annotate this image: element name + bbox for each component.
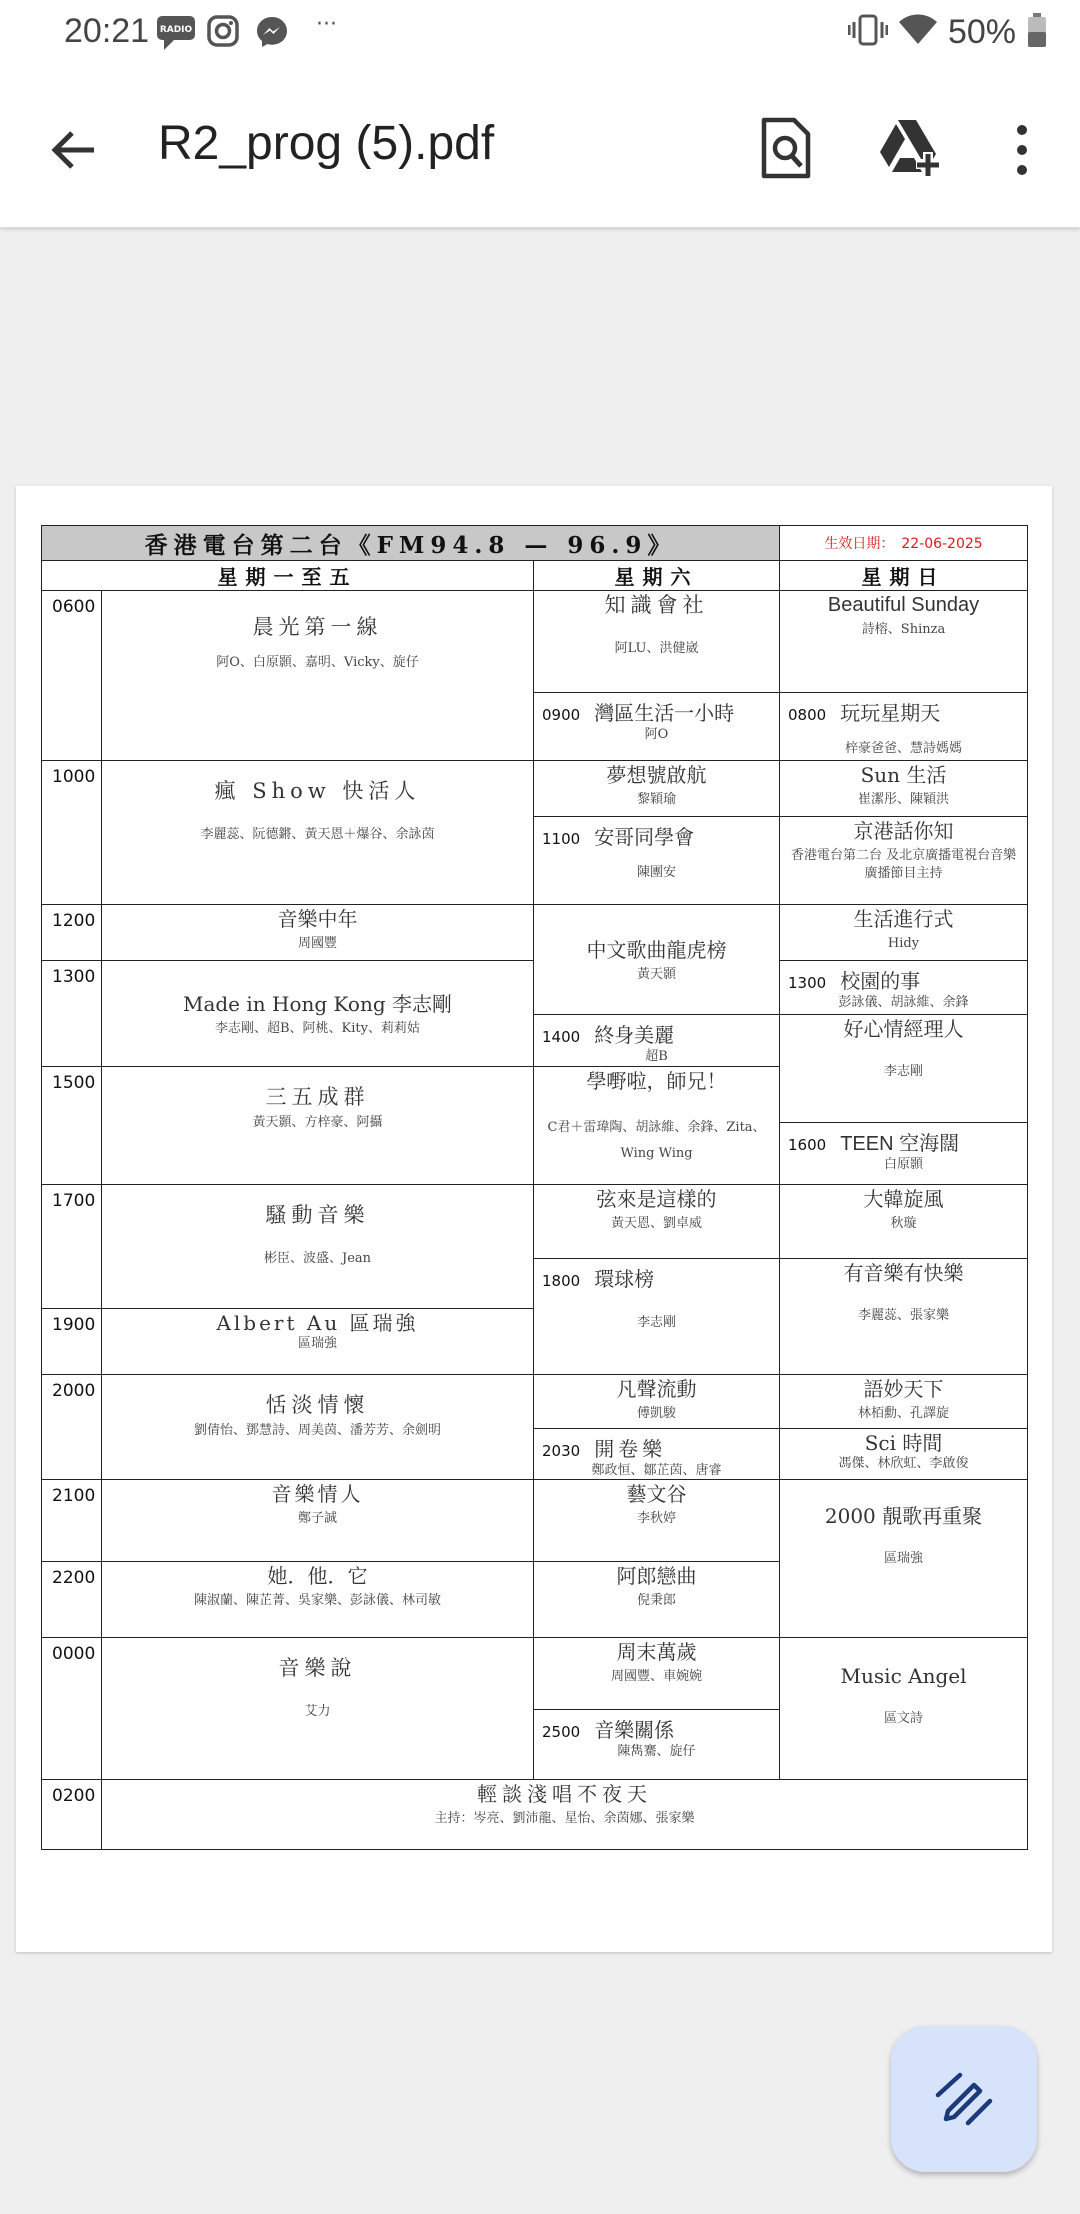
program-cell [534, 905, 780, 1015]
pen-icon [934, 2069, 994, 2129]
time-slot: 1200 [42, 905, 102, 961]
program-name: Made in Hong Kong 李志剛 [182, 991, 453, 1016]
program-name: 夢想號啟航 [606, 763, 707, 787]
app-bar [0, 66, 1080, 228]
program-name: 周末萬歲 [616, 1640, 697, 1665]
program-hosts: 鄭子誠 [297, 1511, 337, 1527]
program-cell [780, 905, 1028, 961]
program-cell [102, 1066, 534, 1184]
program-hosts: Hidy [887, 936, 920, 951]
time-slot: 1400 [542, 1028, 581, 1046]
more-options-icon[interactable] [1004, 120, 1040, 180]
program-hosts: 陳雋騫、旋仔 [617, 1744, 696, 1760]
program-cell [102, 961, 534, 1067]
day-header-saturday: 星期六 [534, 561, 780, 591]
svg-text:RADIO: RADIO [159, 25, 193, 35]
program-name: Music Angel [840, 1664, 967, 1689]
program-hosts: 李麗蕊、阮德鏘、黃天恩＋爆谷、余詠茵 [200, 827, 435, 843]
program-name: 阿郎戀曲 [616, 1564, 697, 1589]
program-cell [780, 1638, 1028, 1780]
program-name: Beautiful Sunday [827, 594, 980, 616]
program-hosts: 阿LU、洪健崴 [614, 641, 699, 657]
time-slot: 0600 [42, 591, 102, 761]
program-cell [780, 1184, 1028, 1258]
program-cell [780, 1428, 1028, 1480]
program-cell [102, 761, 534, 905]
program-name: Albert Au 區瑞強 [216, 1310, 419, 1335]
battery-percent: 50% [947, 12, 1016, 51]
program-hosts: 白原顥 [884, 1156, 924, 1172]
program-cell [534, 1638, 780, 1710]
program-hosts: 黎穎瑜 [637, 792, 677, 807]
time-slot: 1300 [42, 961, 102, 1067]
program-hosts: 鄭政恒、鄒芷茵、唐睿 [591, 1462, 722, 1478]
program-hosts: 劉倩怡、鄧慧詩、周美茵、潘芳芳、余劍明 [193, 1422, 441, 1438]
program-name: TEEN 空海闊 [840, 1132, 960, 1155]
program-hosts: 香港電台第二台 及北京廣播電視台音樂廣播節目主持 [790, 848, 1017, 881]
program-name: 京港話你知 [853, 819, 954, 843]
program-cell [102, 1184, 534, 1308]
program-hosts: 主持：岑亮、劉沛龍、星怡、余茵娜、張家樂 [434, 1811, 695, 1827]
program-name: 玩玩星期天 [840, 701, 941, 725]
program-hosts: 李秋婷 [637, 1511, 677, 1527]
program-name: 學嘢啦，師兄！ [586, 1068, 727, 1093]
time-slot: 0900 [542, 706, 581, 724]
time-slot: 1800 [542, 1271, 581, 1290]
time-slot: 0800 [788, 706, 827, 724]
program-cell [534, 1066, 780, 1184]
wifi-icon [898, 14, 938, 50]
program-cell [534, 1374, 780, 1428]
find-in-document-icon[interactable] [756, 116, 816, 180]
program-cell [534, 1480, 780, 1562]
program-hosts: 陳團安 [637, 865, 677, 880]
program-cell [780, 591, 1028, 693]
battery-icon [1026, 12, 1048, 52]
program-name: 瘋 Show 快活人 [214, 779, 421, 803]
program-name: 終身美麗 [594, 1023, 675, 1047]
time-slot: 1000 [42, 761, 102, 905]
time-slot: 2000 [42, 1374, 102, 1480]
program-cell [534, 1015, 780, 1067]
more-notifications-icon: ··· [316, 12, 337, 37]
program-hosts: 周國豐、車婉婉 [611, 1669, 703, 1685]
program-hosts: 李志剛 [884, 1064, 924, 1079]
program-name: 開卷樂 [594, 1436, 667, 1461]
time-slot: 2200 [42, 1562, 102, 1638]
program-name: 好心情經理人 [843, 1017, 964, 1041]
program-hosts: 李麗蕊、張家樂 [858, 1307, 950, 1323]
program-hosts: 彭詠儀、胡詠維、余鋒 [838, 995, 969, 1010]
program-hosts: 阿O [644, 727, 669, 742]
messenger-icon [254, 14, 290, 54]
program-cell [534, 1184, 780, 1258]
program-hosts: 李志剛、超B、阿桃、Kity、莉莉姑 [215, 1020, 420, 1036]
program-hosts: 李志剛 [637, 1314, 677, 1330]
effective-date: 生效日期： 22-06-2025 [780, 526, 1028, 561]
time-slot: 1600 [788, 1135, 827, 1154]
status-bar [0, 0, 1080, 66]
program-hosts: 黃天顥、方梓豪、阿攝 [252, 1114, 383, 1130]
program-hosts: 秋璇 [890, 1215, 917, 1231]
program-name: 凡聲流動 [616, 1376, 697, 1401]
program-cell [102, 1374, 534, 1480]
schedule-header-title: 香港電台第二台《FM94.8 — 96.9》 [42, 526, 780, 561]
program-name: 音樂關係 [594, 1718, 675, 1743]
program-cell [780, 1480, 1028, 1638]
back-arrow-icon[interactable] [44, 120, 104, 180]
program-name: 她．他．它 [267, 1564, 368, 1589]
program-name: 2000 靚歌再重聚 [824, 1504, 983, 1529]
program-name: 晨光第一線 [252, 615, 383, 639]
program-hosts: 區瑞強 [884, 1551, 924, 1567]
program-hosts: 林栢勳、孔譯旋 [858, 1405, 950, 1421]
program-cell [780, 1374, 1028, 1428]
day-header-weekday: 星期一至五 [42, 561, 534, 591]
time-slot: 1500 [42, 1066, 102, 1184]
program-name: 大韓旋風 [863, 1186, 944, 1211]
program-cell [534, 761, 780, 817]
program-name: 生活進行式 [853, 907, 954, 931]
program-hosts: 區文詩 [884, 1711, 924, 1727]
annotate-button[interactable] [891, 2026, 1037, 2172]
time-slot: 1900 [42, 1308, 102, 1374]
time-slot: 2100 [42, 1480, 102, 1562]
program-name: 三五成群 [265, 1084, 370, 1109]
time-slot: 2030 [542, 1441, 581, 1460]
time-slot: 1300 [788, 974, 827, 992]
program-name: 環球榜 [594, 1266, 655, 1291]
program-name: 安哥同學會 [594, 825, 695, 849]
program-name: 語妙天下 [863, 1376, 944, 1401]
program-name: 校園的事 [840, 969, 921, 993]
program-cell [534, 817, 780, 905]
program-name: 騷動音樂 [265, 1202, 370, 1227]
program-hosts: 馮傑、林欣虹、李啟俊 [838, 1455, 969, 1471]
vibrate-icon [848, 13, 888, 51]
program-hosts: 阿O、白原顥、嘉明、Vicky、旋仔 [216, 655, 419, 671]
program-cell [102, 905, 534, 961]
program-name: 知識會社 [604, 593, 709, 617]
program-cell [534, 1428, 780, 1480]
program-cell [102, 1562, 534, 1638]
program-cell [780, 1122, 1028, 1184]
program-hosts: 梓豪爸爸、慧詩媽媽 [845, 741, 963, 756]
time-slot: 1100 [542, 830, 581, 848]
program-name: 恬淡情懷 [265, 1392, 370, 1417]
program-cell [780, 761, 1028, 817]
program-hosts: 崔潔彤、陳穎洪 [858, 792, 950, 807]
document-title: R2_prog (5).pdf [158, 117, 495, 170]
program-cell [102, 591, 534, 761]
program-cell [102, 1480, 534, 1562]
program-name: 中文歌曲龍虎榜 [586, 937, 727, 962]
program-cell [102, 1638, 534, 1780]
program-hosts: 傅凱駿 [637, 1405, 677, 1421]
program-hosts: C君＋雷瑋陶、胡詠維、余鋒、Zita、Wing Wing [547, 1119, 766, 1161]
program-name: 音樂中年 [277, 907, 358, 931]
program-cell [534, 693, 780, 761]
time-slot: 0000 [42, 1638, 102, 1780]
program-cell [780, 1258, 1028, 1374]
radio-app-icon [156, 14, 196, 56]
program-hosts: 周國豐 [297, 936, 337, 951]
program-cell [780, 693, 1028, 761]
program-hosts: 詩榕、Shinza [861, 622, 946, 637]
program-hosts: 黃天顥 [637, 966, 677, 982]
program-name: 弦來是這樣的 [596, 1186, 717, 1211]
program-cell [534, 591, 780, 693]
program-name: 輕談淺唱不夜天 [477, 1782, 652, 1807]
program-name: 藝文谷 [626, 1482, 687, 1507]
program-cell [534, 1258, 780, 1374]
status-time: 20:21 [64, 12, 150, 50]
program-name: 音樂說 [278, 1656, 357, 1681]
time-slot: 0200 [42, 1780, 102, 1850]
program-hosts: 彬臣、波盛、Jean [263, 1250, 372, 1266]
pdf-page[interactable] [16, 486, 1052, 1952]
program-cell [102, 1780, 1028, 1850]
program-schedule-table [41, 525, 1028, 1850]
instagram-icon [206, 14, 240, 52]
program-cell [780, 817, 1028, 905]
time-slot: 1700 [42, 1184, 102, 1308]
time-slot: 2500 [542, 1723, 581, 1742]
program-hosts: 超B [645, 1049, 668, 1064]
program-cell [780, 1015, 1028, 1123]
program-hosts: 陳淑蘭、陳芷菁、吳家樂、彭詠儀、林司敏 [193, 1593, 441, 1609]
program-name: Sun 生活 [860, 763, 947, 787]
program-cell [534, 1562, 780, 1638]
program-name: 灣區生活一小時 [594, 701, 735, 725]
program-name: 有音樂有快樂 [843, 1260, 964, 1285]
program-hosts: 艾力 [304, 1704, 331, 1720]
program-hosts: 黃天恩、劉卓威 [611, 1215, 703, 1231]
program-hosts: 倪秉郎 [637, 1593, 677, 1609]
program-name: Sci 時間 [864, 1430, 943, 1455]
program-cell [534, 1710, 780, 1780]
add-to-drive-icon[interactable] [878, 118, 944, 178]
program-name: 音樂情人 [271, 1482, 364, 1507]
program-hosts: 區瑞強 [297, 1335, 337, 1351]
day-header-sunday: 星期日 [780, 561, 1028, 591]
program-cell [102, 1308, 534, 1374]
program-cell [780, 961, 1028, 1015]
